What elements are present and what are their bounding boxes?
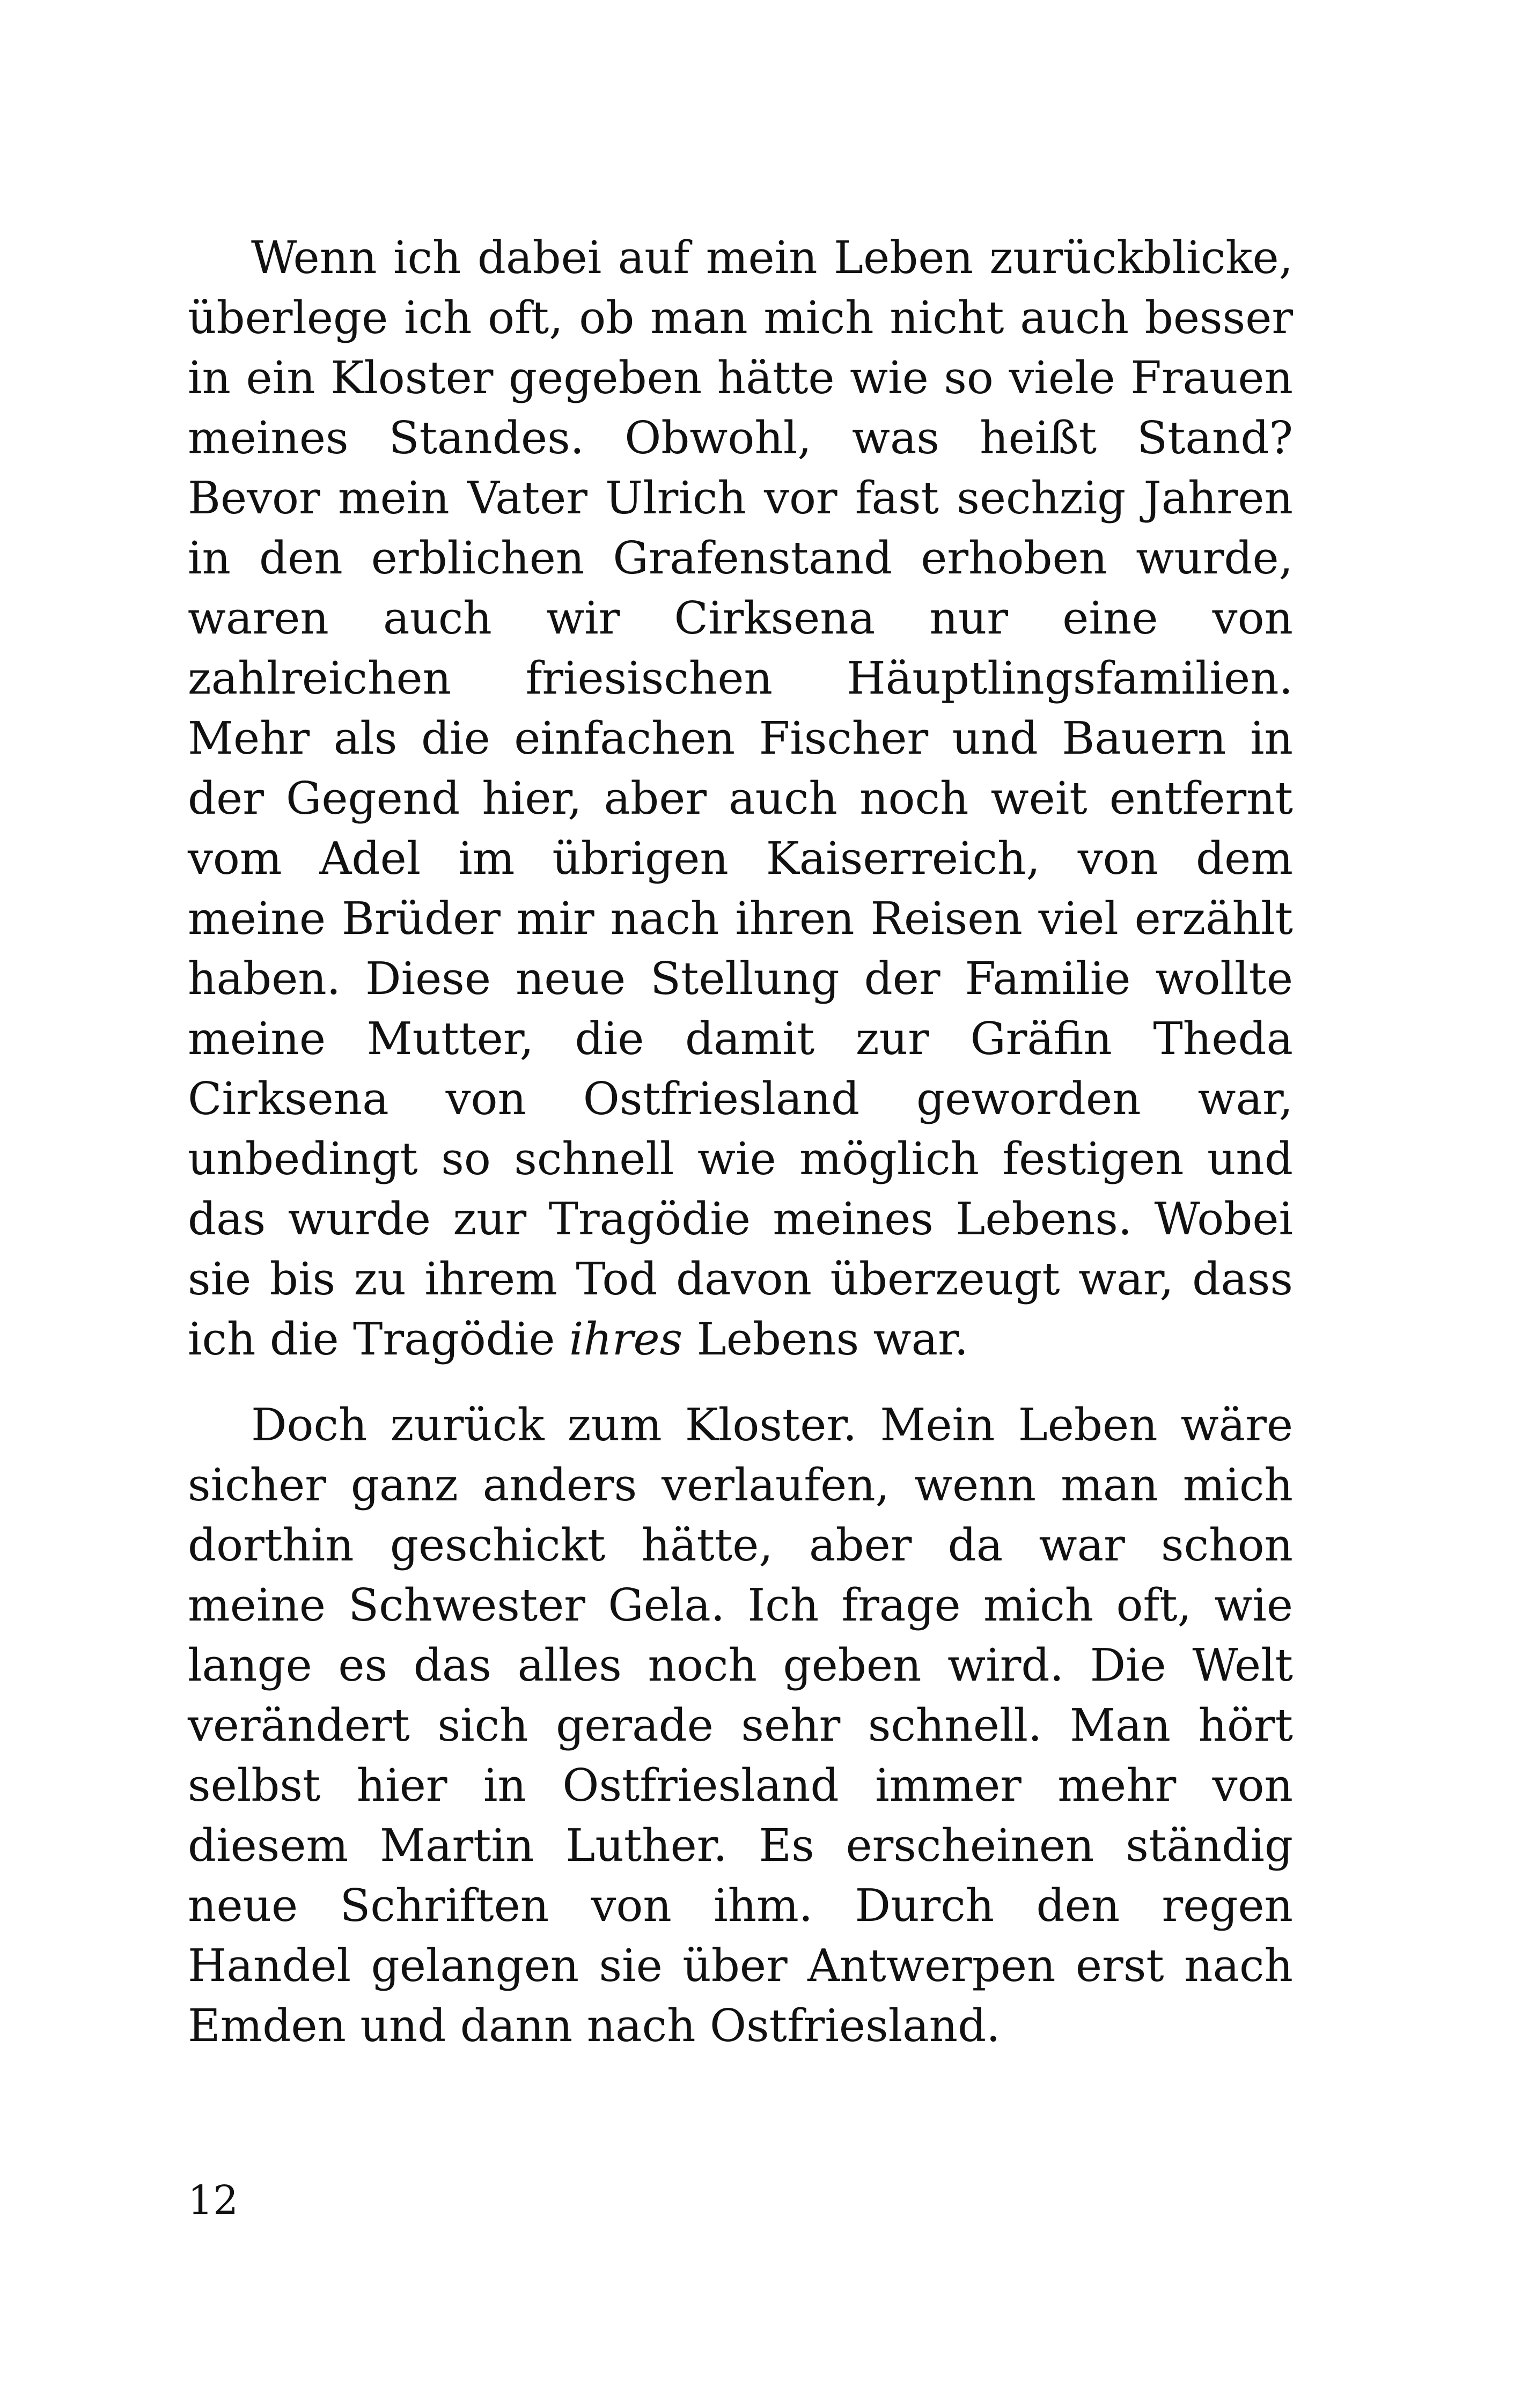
page-number: 12 [188, 2177, 239, 2223]
paragraph-1-text: Wenn ich dabei auf mein Leben zurückblicke, überlege ich oft, ob man mich nicht auch besser in ein Kloster gegeben hätte wie so viele Frauen meines Standes. Obwohl, was heißt Stand? Bevor mein Vater Ulrich vor fast sechzig Jahren in den erblichen Grafenstand erhoben wurde, waren auch wir Cirksena nur eine von zahlreichen friesischen Häuptlingsfamilien. Mehr als die einfachen Fischer und Bauern in der Gegend hier, aber auch noch weit entfernt vom Adel im übrigen Kaiserreich, von dem meine Brüder mir nach ihren Reisen viel erzählt haben. Diese neue Stellung der Familie wollte meine Mutter, die damit zur Gräfin Theda Cirksena von Ostfriesland geworden war, unbedingt so schnell wie möglich festigen und das wurde zur Tragödie meines Lebens. Wobei sie bis zu ihrem Tod davon überzeugt war, dass ich die Tragödie [188, 232, 1293, 1365]
paragraph-2: Doch zurück zum Kloster. Mein Leben wäre sicher ganz anders verlaufen, wenn man mich dorthin geschickt hätte, aber da war schon meine Schwester Gela. Ich frage mich oft, wie lange es das alles noch geben wird. Die Welt verändert sich gerade sehr schnell. Man hört selbst hier in Ostfriesland immer mehr von diesem Martin Luther. Es erscheinen ständig neue Schriften von ihm. Durch den regen Handel gelangen sie über Antwerpen erst nach Emden und dann nach Ostfriesland. [188, 1399, 1293, 2052]
body-text [188, 228, 1293, 2056]
paragraph-1-ending: Lebens war. [682, 1313, 969, 1365]
paragraph-1 [188, 228, 1293, 1369]
italic-emphasis: ihres [569, 1313, 683, 1365]
